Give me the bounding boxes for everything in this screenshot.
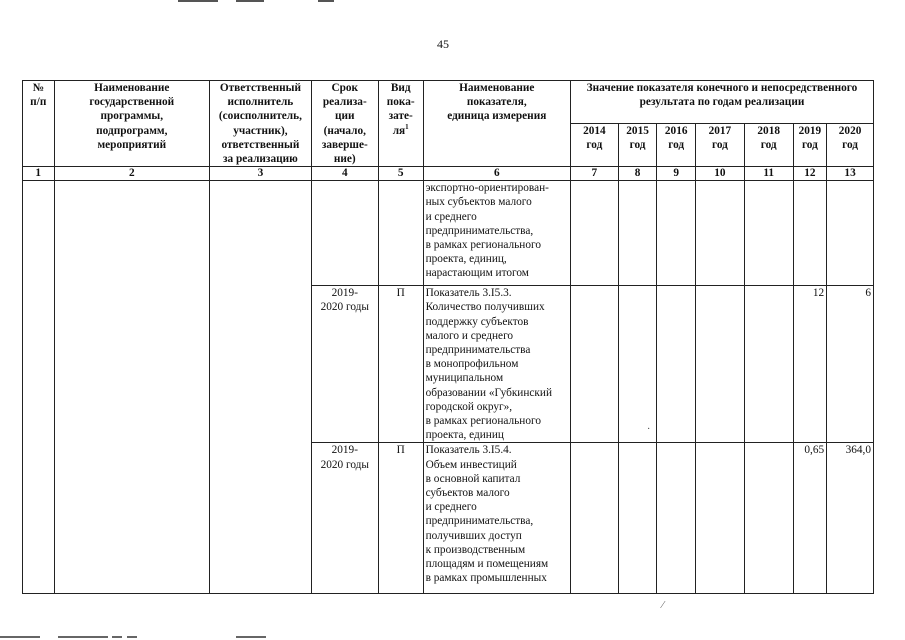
table-row	[23, 181, 874, 286]
header-line: Наименование	[94, 82, 170, 94]
term-line: 2019-	[331, 287, 358, 300]
indicators-table	[22, 80, 874, 594]
indicator-line: Показатель 3.I5.3.	[425, 287, 512, 300]
table-header-row	[23, 81, 874, 124]
indicator-line: и среднего	[425, 501, 477, 514]
cell-value-2020	[827, 181, 874, 286]
header-col-values	[570, 81, 873, 124]
header-year-line: год	[711, 139, 728, 152]
header-year	[657, 124, 696, 167]
column-number: 12	[793, 167, 827, 181]
header-line: программы,	[100, 110, 164, 123]
cell-type: П	[378, 286, 423, 443]
indicator-line: субъектов малого	[425, 487, 510, 500]
indicator-line: предпринимательства,	[425, 224, 534, 237]
header-col-term	[311, 81, 378, 167]
header-col-responsible	[210, 81, 312, 167]
column-number: 6	[423, 167, 570, 181]
cell-indicator	[423, 443, 570, 594]
header-year-line: год	[586, 139, 603, 152]
indicator-line: экспортно-ориентирован-	[425, 182, 549, 195]
cell-value-empty	[657, 181, 696, 286]
header-line: мероприятий	[97, 138, 167, 151]
indicator-line: в рамках регионального	[425, 415, 541, 428]
cell-value-2019: 0,65	[793, 443, 827, 594]
indicator-line: муниципальном	[425, 372, 504, 385]
scan-artifact-bottom	[0, 636, 905, 639]
header-line: Вид	[390, 82, 411, 94]
header-year	[570, 124, 618, 167]
header-line: №	[32, 82, 44, 94]
column-number: 11	[744, 167, 793, 181]
cell-value-empty	[744, 181, 793, 286]
header-line: участник),	[233, 124, 288, 137]
indicator-line: нарастающим итогом	[425, 267, 529, 280]
column-number: 4	[311, 167, 378, 181]
cell-program-name	[54, 181, 210, 594]
header-year	[827, 124, 874, 167]
cell-value-empty	[657, 443, 696, 594]
header-year-line: 2019	[798, 125, 822, 138]
header-year-line: 2015	[626, 125, 649, 138]
header-col-type	[378, 81, 423, 167]
cell-term	[311, 286, 378, 443]
header-col-indicator	[423, 81, 570, 167]
indicator-line: проекта, единиц	[425, 429, 504, 442]
header-year	[793, 124, 827, 167]
header-line: результата по годам реализации	[639, 96, 805, 109]
indicator-line: малого и среднего	[425, 329, 514, 342]
indicator-line: ных субъектов малого	[425, 196, 532, 209]
column-number: 8	[618, 167, 657, 181]
scan-artifact-top	[0, 0, 905, 3]
header-line: ции	[335, 110, 355, 123]
header-line: Значение показателя конечного и непосредственного	[586, 82, 858, 94]
header-line: п/п	[30, 96, 47, 109]
cell-num	[23, 181, 55, 594]
header-line: за реализацию	[223, 153, 298, 166]
indicator-line: поддержку субъектов	[425, 315, 529, 328]
scan-speck: ⁄	[662, 600, 664, 611]
cell-value-empty	[618, 286, 657, 443]
header-year-line: 2014	[583, 125, 606, 138]
header-line: государственной	[89, 96, 175, 109]
indicator-line: предпринимательства,	[425, 515, 534, 528]
header-line: (соисполнитель,	[218, 110, 302, 123]
column-number: 13	[827, 167, 874, 181]
cell-value-2019: 12	[793, 286, 827, 443]
header-year	[618, 124, 657, 167]
indicator-line: предпринимательства	[425, 344, 531, 357]
cell-value-empty	[744, 443, 793, 594]
indicator-line: в рамках регионального	[425, 239, 541, 252]
header-year-line: год	[801, 139, 818, 152]
cell-value-2019	[793, 181, 827, 286]
header-year-line: 2018	[757, 125, 780, 138]
indicator-line: в основной капитал	[425, 472, 521, 485]
indicator-line: и среднего	[425, 210, 477, 223]
header-year-line: 2017	[708, 125, 732, 138]
cell-value-empty	[744, 286, 793, 443]
cell-value-2020: 6	[827, 286, 874, 443]
column-number: 2	[54, 167, 210, 181]
term-line: 2019-	[331, 444, 358, 457]
indicator-line: Объем инвестиций	[425, 458, 517, 471]
header-line: подпрограмм,	[96, 124, 168, 137]
cell-value-empty	[696, 181, 745, 286]
header-year	[744, 124, 793, 167]
indicator-line: Количество получивших	[425, 301, 545, 314]
indicator-line: в рамках промышленных	[425, 572, 547, 585]
header-line: ля	[392, 124, 406, 137]
header-col-name	[54, 81, 210, 167]
column-number: 5	[378, 167, 423, 181]
term-line: 2020 годы	[320, 301, 369, 314]
column-number: 9	[657, 167, 696, 181]
cell-type: П	[378, 443, 423, 594]
header-year-line: год	[760, 139, 777, 152]
header-line: ние)	[333, 153, 356, 166]
header-line: исполнитель	[227, 96, 294, 109]
cell-term	[311, 181, 378, 286]
indicator-line: в монопрофильном	[425, 358, 519, 371]
cell-value-empty	[657, 286, 696, 443]
cell-responsible	[210, 181, 312, 594]
header-year-line: год	[629, 139, 646, 152]
scan-speck: ·	[647, 424, 651, 435]
header-line: Наименование	[459, 82, 535, 94]
header-line: пока-	[386, 96, 415, 109]
cell-indicator	[423, 286, 570, 443]
cell-value-empty	[696, 443, 745, 594]
indicator-line: Показатель 3.I5.4.	[425, 444, 512, 457]
header-line: зате-	[388, 110, 413, 123]
footnote-mark: 1	[405, 122, 409, 131]
indicator-line: получивших доступ	[425, 529, 522, 542]
header-year	[696, 124, 745, 167]
header-line: реализа-	[322, 96, 367, 109]
cell-value-empty	[570, 181, 618, 286]
header-line: Ответственный	[219, 82, 301, 94]
header-line: Срок	[331, 82, 359, 94]
cell-value-empty	[696, 286, 745, 443]
indicator-line: к производственным	[425, 543, 526, 556]
column-numbers-row	[23, 167, 874, 181]
header-year-line: год	[668, 139, 685, 152]
header-line: ответственный	[221, 138, 300, 151]
term-line: 2020 годы	[320, 458, 369, 471]
cell-value-empty	[570, 443, 618, 594]
header-year-line: год	[842, 139, 859, 152]
cell-value-empty	[618, 181, 657, 286]
column-number: 3	[210, 167, 312, 181]
header-line: показателя,	[466, 96, 527, 109]
cell-value-empty	[618, 443, 657, 594]
cell-type	[378, 181, 423, 286]
table-body	[23, 81, 874, 594]
cell-value-empty	[570, 286, 618, 443]
indicator-line: проекта, единиц,	[425, 253, 507, 266]
indicator-line: образовании «Губкинский	[425, 386, 552, 399]
indicator-line: городской округ»,	[425, 400, 513, 413]
header-line: (начало,	[323, 124, 366, 137]
header-year-line: 2016	[664, 125, 688, 138]
column-number: 7	[570, 167, 618, 181]
indicator-line: площадям и помещениям	[425, 558, 549, 571]
cell-value-2020: 364,0	[827, 443, 874, 594]
column-number: 1	[23, 167, 55, 181]
column-number: 10	[696, 167, 745, 181]
header-line: единица измерения	[447, 110, 547, 123]
cell-term	[311, 443, 378, 594]
header-line: заверше-	[321, 138, 368, 151]
header-col-num	[23, 81, 55, 167]
header-year-line: 2020	[838, 125, 862, 138]
page-number: 45	[437, 37, 449, 51]
cell-indicator	[423, 181, 570, 286]
